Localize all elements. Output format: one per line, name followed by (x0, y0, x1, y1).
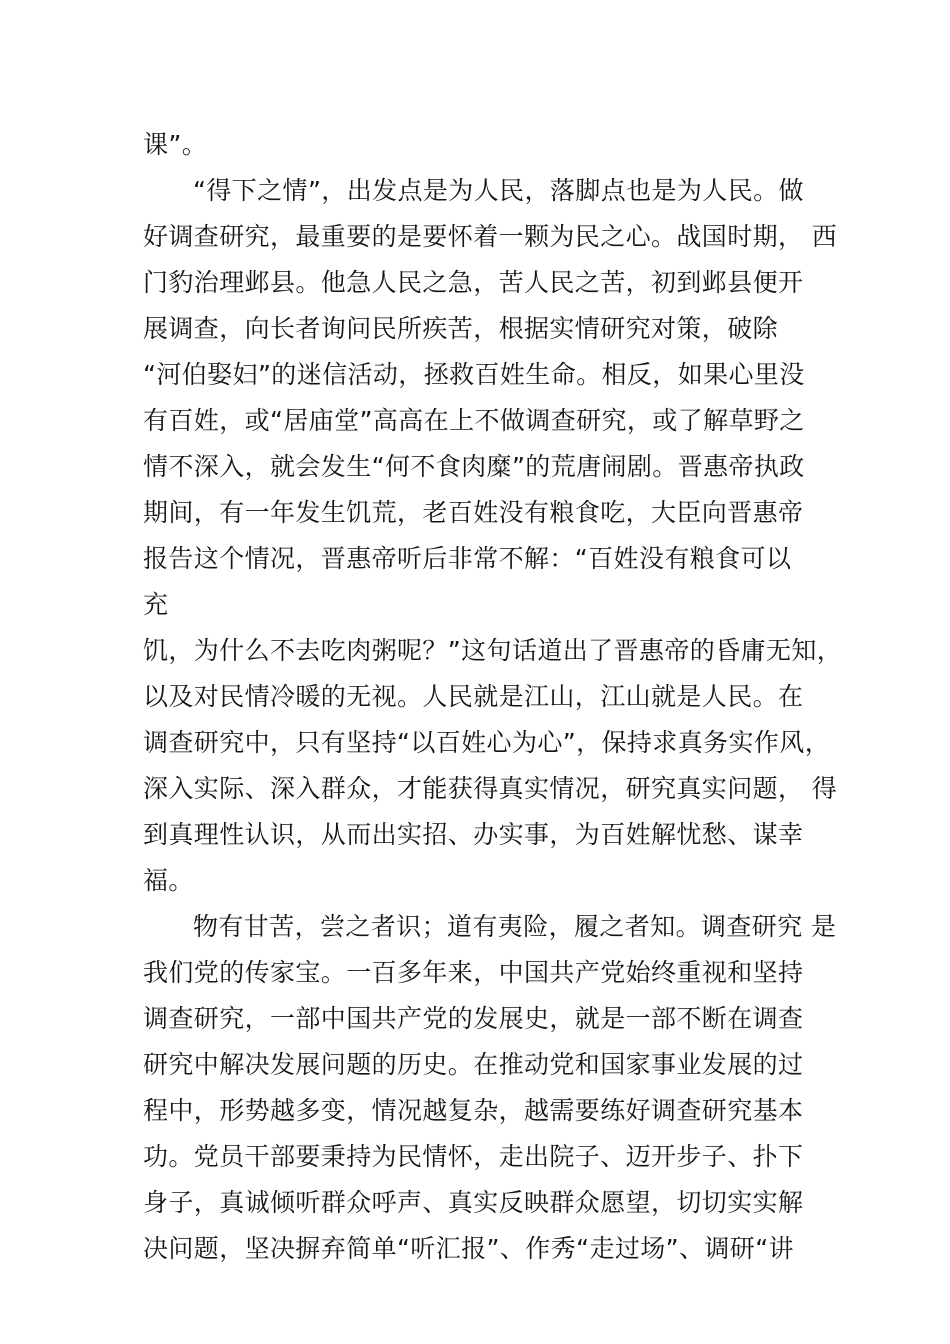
text-line: 有百姓，或“居庙堂”高高在上不做调查研究，或了解草野之 (143, 406, 805, 435)
text-line: 调查研究中，只有坚持“以百姓心为心”，保持求真务实作风， (143, 728, 831, 757)
paragraph-start-line: “得下之情”，出发点是为人民，落脚点也是为人民。做 (193, 176, 804, 205)
text-line: 决问题，坚决摒弃简单“听汇报”、作秀“走过场”、调研“讲 (143, 1234, 794, 1263)
text-line: 报告这个情况，晋惠帝听后非常不解：“百姓没有粮食可以 (143, 544, 792, 573)
text-line: “河伯娶妇”的迷信活动，拯救百姓生命。相反，如果心里没 (143, 360, 805, 389)
paragraph-start-line: 物有甘苦，尝之者识；道有夷险，履之者知。调查研究 是 (193, 912, 837, 941)
text-line: 门豹治理邺县。他急人民之急，苦人民之苦，初到邺县便开 (143, 268, 804, 297)
text-line: 好调查研究，最重要的是要怀着一颗为民之心。战国时期， 西 (143, 222, 838, 251)
text-line: 展调查，向长者询问民所疾苦，根据实情研究对策，破除 (143, 314, 779, 343)
text-line: 调查研究，一部中国共产党的发展史，就是一部不断在调查 (143, 1004, 804, 1033)
text-line: 研究中解决发展问题的历史。在推动党和国家事业发展的过 (143, 1050, 804, 1079)
text-line: 身子，真诚倾听群众呼声、真实反映群众愿望，切切实实解 (143, 1188, 804, 1217)
text-line: 到真理性认识，从而出实招、办实事，为百姓解忧愁、谋幸 (143, 820, 804, 849)
text-line: 福。 (143, 866, 194, 895)
text-line: 以及对民情冷暖的无视。人民就是江山，江山就是人民。在 (143, 682, 804, 711)
text-line: 我们党的传家宝。一百多年来，中国共产党始终重视和坚持 (143, 958, 804, 987)
text-line: 饥，为什么不去吃肉粥呢？”这句话道出了晋惠帝的昏庸无知， (143, 636, 843, 665)
text-line: 情不深入，就会发生“何不食肉糜”的荒唐闹剧。晋惠帝执政 (143, 452, 805, 481)
text-line: 期间，有一年发生饥荒，老百姓没有粮食吃，大臣向晋惠帝 (143, 498, 804, 527)
text-line: 程中，形势越多变，情况越复杂，越需要练好调查研究基本 (143, 1096, 804, 1125)
text-line: 课”。 (143, 130, 208, 159)
text-line: 充 (143, 590, 169, 619)
text-line: 深入实际、深入群众，才能获得真实情况，研究真实问题， 得 (143, 774, 838, 803)
text-line: 功。党员干部要秉持为民情怀，走出院子、迈开步子、扑下 (143, 1142, 804, 1171)
